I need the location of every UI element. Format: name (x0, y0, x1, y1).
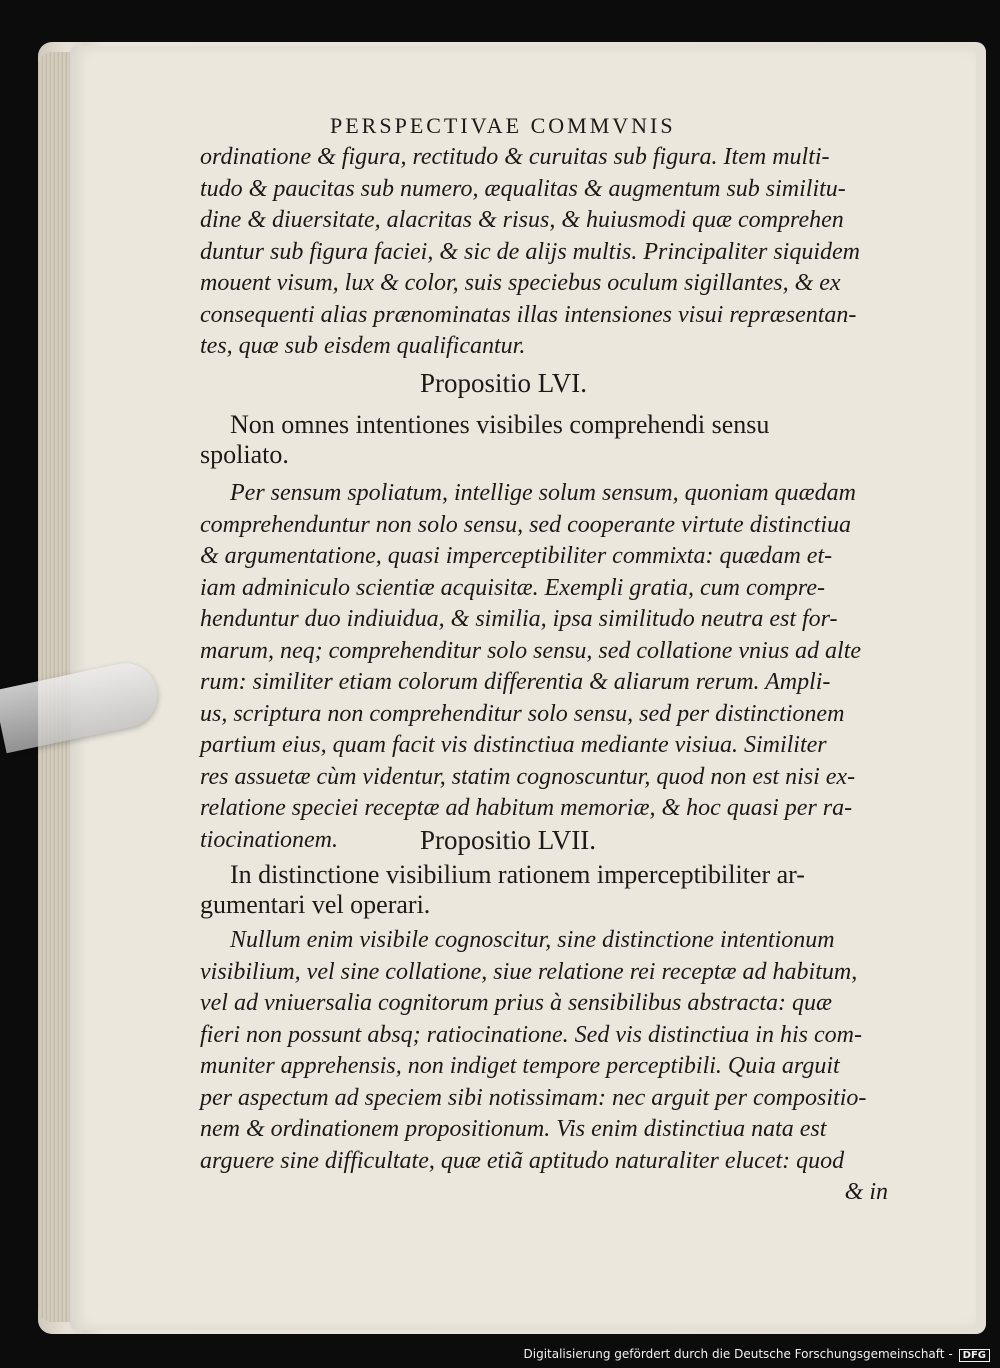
catchword: & in (844, 1179, 888, 1205)
text-line: comprehenduntur non solo sensu, sed cooperante virtute distinctiua (200, 511, 852, 538)
dfg-logo: DFG (959, 1349, 990, 1362)
text-line: Nullum enim visibile cognoscitur, sine distinctione intentionum (230, 927, 835, 953)
text-line: Per sensum spoliatum, intellige solum sensum, quoniam quædam (230, 480, 856, 506)
text-line: tudo & paucitas sub numero, æqualitas & augmentum sub similitu- (200, 175, 846, 202)
proposition-57-statement (200, 860, 888, 920)
proposition-56-title: Propositio LVI. (420, 368, 588, 398)
text-line: consequenti alias prænominatas illas intensiones visui repræsentan- (200, 301, 857, 328)
text-line: dine & diuersitate, alacritas & risus, & huiusmodi quæ comprehen (200, 207, 844, 233)
footer-text: Digitalisierung gefördert durch die Deutsche Forschungsgemeinschaft - (523, 1347, 953, 1361)
text-line: iam adminiculo scientiæ acquisitæ. Exempli gratia, cum compre- (200, 574, 826, 601)
statement-line: In distinctione visibilium rationem imperceptibiliter ar- (230, 860, 805, 889)
statement-line: Non omnes intentiones visibiles comprehendi sensu (230, 410, 770, 439)
text-line: rum: similiter etiam colorum differentia & aliarum rerum. Ampli- (200, 669, 831, 695)
text-line: ordinatione & figura, rectitudo & curuitas sub figura. Item multi- (200, 144, 830, 170)
proposition-56-text (200, 478, 888, 856)
text-line: fieri non possunt absq; ratiocinatione. Sed vis distinctiua in his com- (200, 1021, 862, 1048)
text-line: visibilium, vel sine collatione, siue relatione rei receptæ ad habitum, (200, 958, 858, 985)
proposition-57-text (200, 925, 888, 1209)
text-line: vel ad vniuersalia cognitorum prius à sensibilibus abstracta: quæ (200, 990, 832, 1016)
text-line: arguere sine difficultate, quæ etiã aptitudo naturaliter elucet: quod (200, 1147, 845, 1174)
text-line: tiocinationem. (200, 826, 338, 853)
text-line: henduntur duo indiuidua, & similia, ipsa similitudo neutra est for- (200, 606, 838, 632)
statement-line: gumentari vel operari. (200, 890, 431, 919)
text-line: per aspectum ad speciem sibi notissimam: nec arguit per compositio- (200, 1084, 867, 1111)
text-line: relatione speciei receptæ ad habitum memoriæ, & hoc quasi per ra- (200, 795, 853, 821)
text-line: us, scriptura non comprehenditur solo sensu, sed per distinctionem (200, 700, 845, 727)
text-line: duntur sub figura faciei, & sic de alijs multis. Principaliter siquidem (200, 238, 860, 265)
text-line: nem & ordinationem propositionum. Vis enim distinctiua nata est (200, 1116, 827, 1142)
proposition-57-title: Propositio LVII. (420, 825, 597, 855)
paragraph-continuation (200, 142, 888, 363)
text-line: marum, neq; comprehenditur solo sensu, sed collatione vnius ad alte (200, 637, 862, 664)
running-header: PERSPECTIVAE COMMVNIS (330, 113, 676, 138)
proposition-56-statement (200, 410, 888, 470)
text-line: partium eius, quam facit vis distinctiua mediante visiua. Similiter (200, 732, 827, 758)
statement-line: spoliato. (200, 440, 289, 469)
funding-footer (524, 1347, 991, 1362)
text-line: tes, quæ sub eisdem qualificantur. (200, 333, 526, 359)
text-line: muniter apprehensis, non indiget tempore perceptibili. Quia arguit (200, 1053, 840, 1079)
text-line: & argumentatione, quasi imperceptibiliter commixta: quædam et- (200, 543, 833, 569)
text-line: mouent visum, lux & color, suis speciebus oculum sigillantes, & ex (200, 270, 841, 296)
text-line: res assuetæ cùm videntur, statim cognoscuntur, quod non est nisi ex- (200, 763, 856, 790)
